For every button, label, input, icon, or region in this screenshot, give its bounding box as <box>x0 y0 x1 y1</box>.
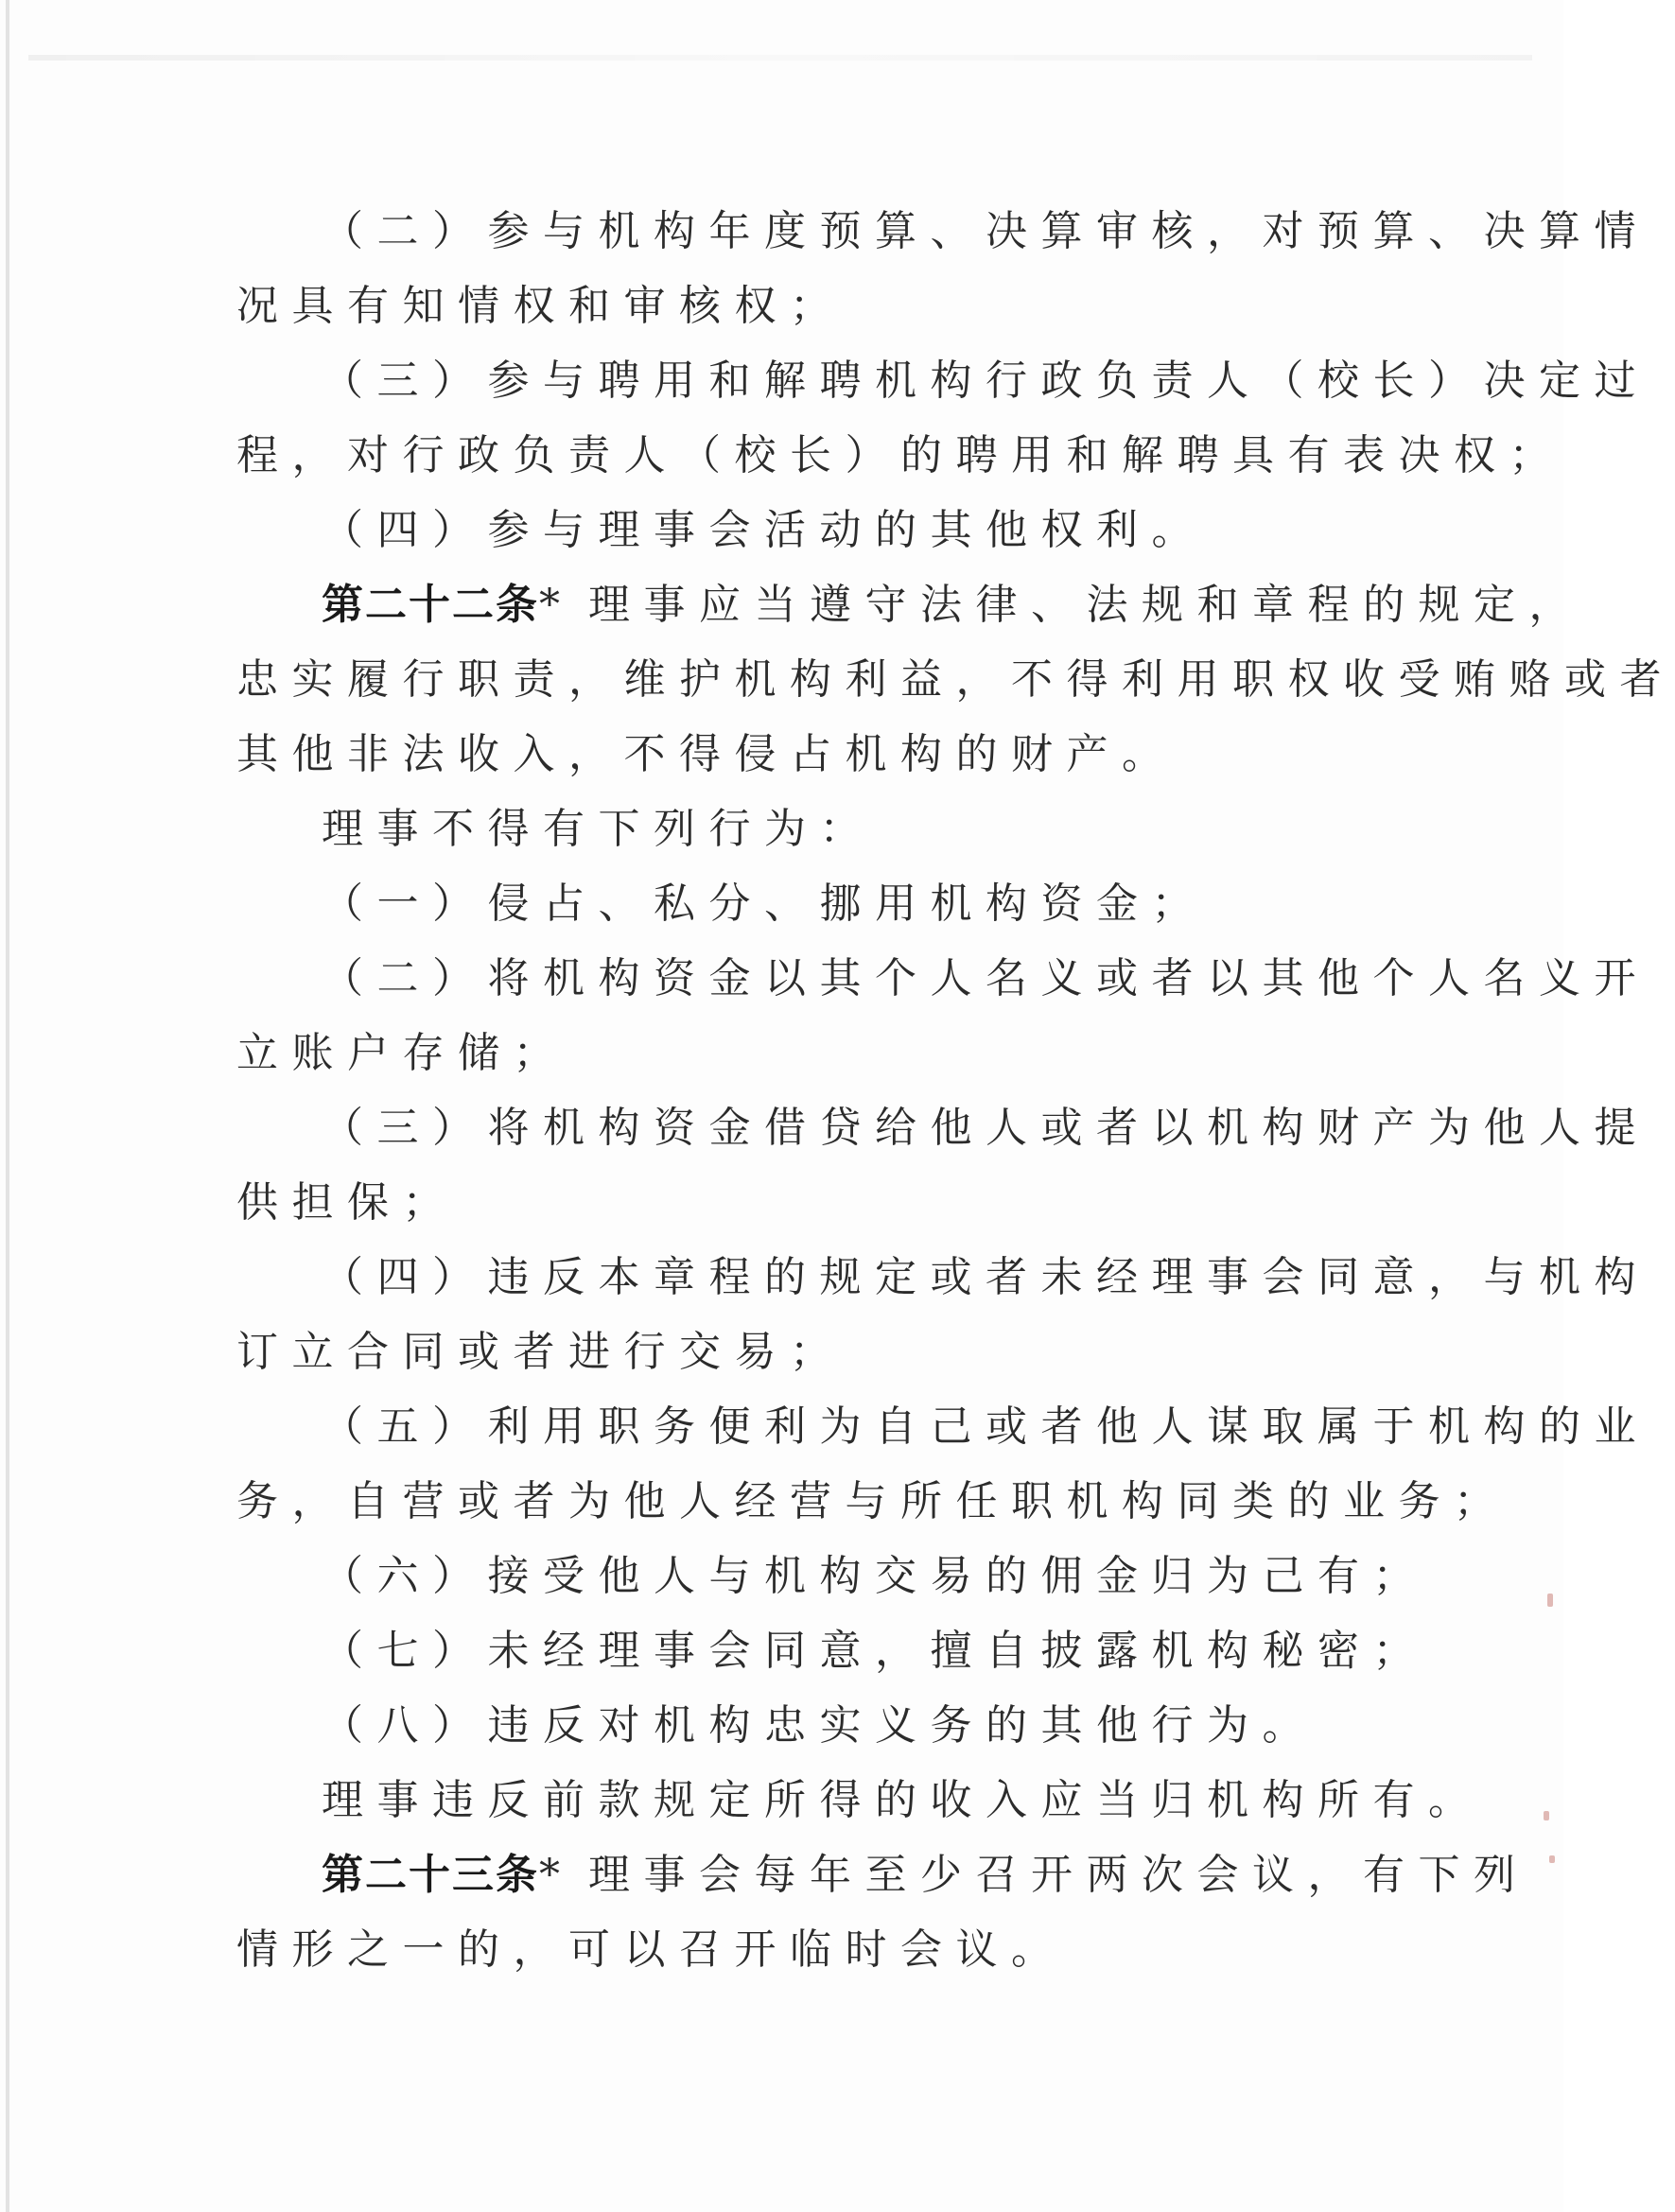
line-text: 理事违反前款规定所得的收入应当归机构所有。 <box>322 1776 1484 1824</box>
article-asterisk: * <box>539 1851 560 1899</box>
line-text: （三）参与聘用和解聘机构行政负责人（校长）决定过 <box>322 357 1649 405</box>
text-line <box>236 194 1649 269</box>
article-line <box>236 1838 1529 1912</box>
line-text: 理事应当遵守法律、法规和章程的规定， <box>588 581 1584 629</box>
line-text: 理事不得有下列行为： <box>322 805 875 853</box>
text-line <box>236 1763 1484 1838</box>
text-line <box>236 1464 1509 1539</box>
text-line <box>236 1240 1649 1315</box>
stamp-bleed-mark <box>1549 1855 1555 1863</box>
line-text: （三）将机构资金借贷给他人或者以机构财产为他人提 <box>322 1104 1649 1152</box>
text-line <box>236 1315 1334 1389</box>
text-line <box>236 1912 1334 1987</box>
text-line <box>236 866 1334 941</box>
line-text: （七）未经理事会同意，擅自披露机构秘密； <box>322 1627 1428 1675</box>
text-line <box>236 493 1334 567</box>
line-text: 况具有知情权和审核权； <box>236 282 846 330</box>
text-line <box>236 1389 1649 1464</box>
stamp-bleed-mark <box>1547 1594 1553 1607</box>
line-text: 情形之一的，可以召开临时会议。 <box>236 1925 1067 1974</box>
text-line <box>236 1688 1334 1763</box>
text-line <box>236 1016 1334 1090</box>
scan-artifact <box>28 55 1532 61</box>
scan-edge <box>6 0 9 2212</box>
line-text: 立账户存储； <box>236 1029 568 1077</box>
line-text: （八）违反对机构忠实义务的其他行为。 <box>322 1701 1317 1750</box>
line-text: （四）参与理事会活动的其他权利。 <box>322 506 1207 554</box>
document-body <box>236 194 1675 1987</box>
text-line <box>236 792 1334 866</box>
line-text: （五）利用职务便利为自己或者他人谋取属于机构的业 <box>322 1402 1649 1451</box>
line-text: 理事会每年至少召开两次会议，有下列 <box>588 1851 1529 1899</box>
line-text: （四）违反本章程的规定或者未经理事会同意，与机构 <box>322 1253 1649 1301</box>
article-heading: 第二十三条 <box>322 1851 539 1899</box>
line-text: 供担保； <box>236 1178 458 1227</box>
text-line <box>236 941 1649 1016</box>
text-line <box>236 1613 1428 1688</box>
line-text: 程，对行政负责人（校长）的聘用和解聘具有表决权； <box>236 431 1564 479</box>
article-asterisk: * <box>539 581 560 629</box>
stamp-bleed-mark <box>1544 1811 1549 1820</box>
line-text: （二）将机构资金以其个人名义或者以其他个人名义开 <box>322 954 1649 1002</box>
line-text: （一）侵占、私分、挪用机构资金； <box>322 880 1207 928</box>
article-heading: 第二十二条 <box>322 581 539 629</box>
line-text: （二）参与机构年度预算、决算审核，对预算、决算情 <box>322 207 1649 255</box>
line-text: 订立合同或者进行交易； <box>236 1328 846 1376</box>
text-line <box>236 1090 1649 1165</box>
text-line <box>236 717 1334 792</box>
line-text: 忠实履行职责，维护机构利益，不得利用职权收受贿赂或者 <box>236 655 1675 704</box>
text-line <box>236 1165 1334 1240</box>
text-line <box>236 269 1334 343</box>
text-line <box>236 1539 1428 1613</box>
text-line <box>236 642 1675 717</box>
text-line <box>236 418 1564 493</box>
line-text: 其他非法收入，不得侵占机构的财产。 <box>236 730 1178 778</box>
article-line <box>236 567 1584 642</box>
text-line <box>236 343 1649 418</box>
line-text: 务，自营或者为他人经营与所任职机构同类的业务； <box>236 1477 1509 1525</box>
line-text: （六）接受他人与机构交易的佣金归为己有； <box>322 1552 1428 1600</box>
